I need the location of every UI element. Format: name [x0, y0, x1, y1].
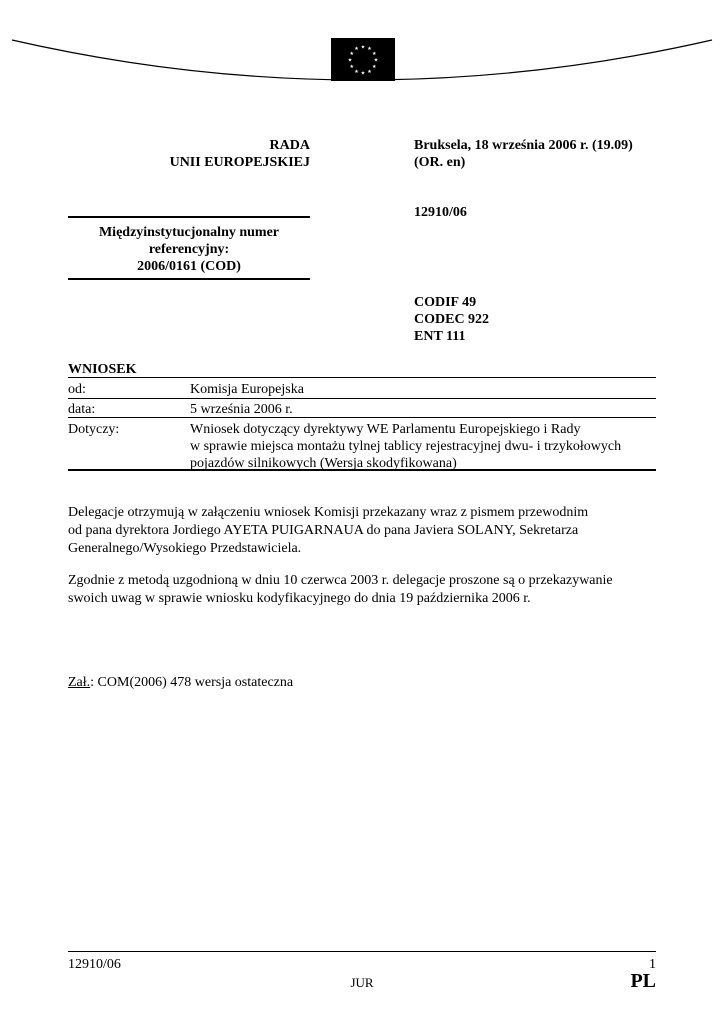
flag-star-icon: ★	[372, 65, 377, 70]
paragraph-2-line-2: swoich uwag w sprawie wniosku kodyfikacyjnego do dnia 19 października 2006 r.	[68, 591, 531, 606]
code-ent: ENT 111	[414, 329, 466, 344]
footer-rule	[68, 951, 656, 952]
subject-line-2: w sprawie miejsca montażu tylnej tablicy rejestracyjnej dwu- i trzykołowych	[190, 439, 622, 454]
place-date: Bruksela, 18 września 2006 r. (19.09)	[414, 138, 633, 153]
body-paragraph-2	[68, 572, 658, 608]
reference-top-rule	[68, 216, 310, 218]
reference-bottom-rule	[68, 278, 310, 280]
flag-star-icon: ★	[367, 69, 372, 75]
enclosure	[68, 674, 658, 691]
flag-star-icon: ★	[349, 52, 354, 57]
enclosure-text: : COM(2006) 478 wersja ostateczna	[90, 675, 294, 690]
flag-star-icon: ★	[354, 47, 359, 53]
body-paragraph-1	[68, 504, 658, 558]
paragraph-1-line-3: Generalnego/Wysokiego Przedstawiciela.	[68, 541, 302, 556]
council-name	[120, 137, 310, 171]
code-codif: CODIF 49	[414, 295, 477, 310]
eu-stars-icon	[331, 38, 395, 81]
flag-star-icon: ★	[360, 71, 366, 77]
reference-line-1: Międzyinstytucjonalny numer	[98, 225, 280, 240]
date-label: data:	[68, 402, 96, 417]
paragraph-1-line-1: Delegacje otrzymują w załączeniu wniosek Komisji przekazany wraz z pismem przewodnim	[68, 505, 589, 520]
footer-doc-number: 12910/06	[68, 957, 121, 972]
proposal-bottom-rule	[68, 469, 656, 471]
place-date-block	[414, 137, 633, 171]
flag-star-icon: ★	[347, 58, 353, 64]
eu-flag-logo	[331, 38, 395, 81]
proposal-rule-2	[68, 398, 656, 399]
subject-label: Dotyczy:	[68, 422, 120, 437]
reference-line-2: referencyjny:	[148, 242, 230, 257]
subject-value	[190, 421, 621, 472]
flag-star-icon: ★	[367, 47, 372, 53]
flag-star-icon: ★	[360, 45, 366, 51]
footer-page-number: 1	[649, 957, 656, 972]
flag-star-icon: ★	[349, 65, 354, 70]
flag-star-icon: ★	[372, 52, 377, 57]
flag-star-icon: ★	[373, 58, 379, 64]
council-line-1: RADA	[269, 138, 310, 153]
proposal-heading: WNIOSEK	[68, 362, 137, 377]
proposal-rule-3	[68, 417, 656, 418]
paragraph-2-line-1: Zgodnie z metodą uzgodnioną w dniu 10 czerwca 2003 r. delegacje proszone są o przekazywanie	[68, 573, 613, 588]
codes-block	[414, 294, 489, 345]
subject-line-1: Wniosek dotyczący dyrektywy WE Parlamentu Europejskiego i Rady	[190, 422, 581, 437]
enclosure-label: Zał.	[68, 675, 91, 690]
from-label: od:	[68, 382, 86, 397]
original-language: (OR. en)	[414, 155, 466, 170]
footer-directorate: JUR	[350, 975, 374, 990]
council-line-2: UNII EUROPEJSKIEJ	[169, 155, 310, 170]
subject-line-3: pojazdów silnikowych (Wersja skodyfikowana)	[190, 456, 457, 471]
paragraph-1-line-2: od pana dyrektora Jordiego AYETA PUIGARNAUA do pana Javiera SOLANY, Sekretarza	[68, 523, 579, 538]
code-codec: CODEC 922	[414, 312, 490, 327]
date-value: 5 września 2006 r.	[190, 402, 293, 417]
interinstitutional-reference	[68, 224, 310, 275]
flag-star-icon: ★	[354, 69, 359, 75]
from-value: Komisja Europejska	[190, 382, 304, 397]
footer-language-code: PL	[630, 970, 656, 992]
reference-line-3: 2006/0161 (COD)	[137, 259, 241, 274]
proposal-rule-1	[68, 377, 656, 378]
document-number: 12910/06	[414, 205, 467, 220]
